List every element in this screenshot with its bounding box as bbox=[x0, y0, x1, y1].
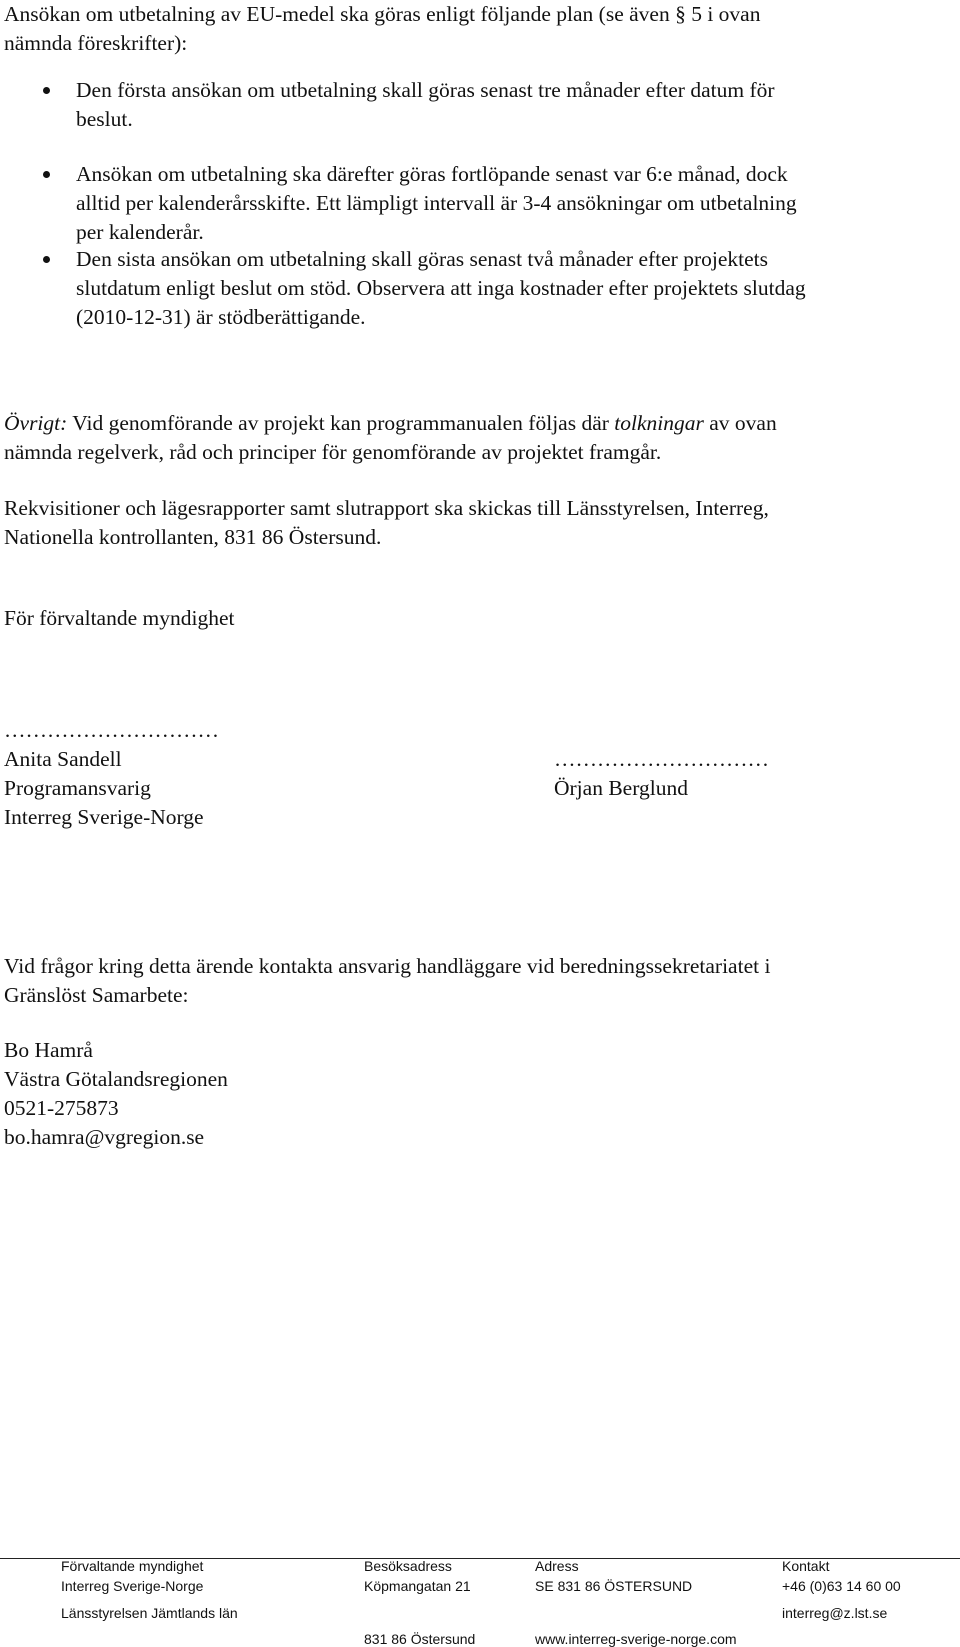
contact-email: bo.hamra@vgregion.se bbox=[4, 1125, 205, 1149]
list-item: Den första ansökan om utbetalning skall göras senast tre månader efter datum för beslut. bbox=[76, 78, 775, 131]
ovrigt-label: Övrigt: bbox=[4, 411, 68, 435]
intro-paragraph bbox=[4, 0, 956, 58]
signatory-org: Interreg Sverige-Norge bbox=[4, 805, 204, 829]
website-link[interactable]: www.interreg-sverige-norge.com bbox=[535, 1631, 737, 1647]
contact-name: Bo Hamrå bbox=[4, 1038, 93, 1062]
footer-email-link[interactable]: interreg@z.lst.se bbox=[782, 1605, 888, 1621]
contact-details bbox=[4, 1036, 228, 1152]
bullet-icon bbox=[43, 256, 50, 263]
ovrigt-paragraph bbox=[4, 409, 956, 467]
footer-col-visit-address: Besöksadress Köpmangatan 21 831 86 Östersund bbox=[364, 1558, 476, 1647]
intro-line-2: nämnda föreskrifter): bbox=[4, 31, 188, 55]
contact-phone: 0521-275873 bbox=[4, 1096, 119, 1120]
contact-intro-paragraph: Vid frågor kring detta ärende kontakta ansvarig handläggare vid beredningssekretariatet i Gränslöst Samarbete: bbox=[4, 954, 771, 1007]
footer-phone: +46 (0)63 14 60 00 bbox=[782, 1578, 901, 1594]
signature-block-left bbox=[4, 716, 219, 832]
authority-heading: För förvaltande myndighet bbox=[4, 606, 235, 630]
signatory-name: Örjan Berglund bbox=[554, 776, 688, 800]
footer-col-postal-address: Adress SE 831 86 ÖSTERSUND www.interreg-sverige-norge.com bbox=[535, 1558, 737, 1647]
signature-block-right bbox=[554, 745, 769, 803]
signatory-name: Anita Sandell bbox=[4, 747, 122, 771]
list-item: Den sista ansökan om utbetalning skall göras senast två månader efter projektets slutdatum enligt beslut om stöd. Observera att inga kostnader efter projektets slutdag (2010-12-31) är stödberättigande. bbox=[76, 247, 806, 329]
footer-col-authority: Förvaltande myndighet Interreg Sverige-Norge Länsstyrelsen Jämtlands län bbox=[61, 1558, 238, 1621]
bullet-icon bbox=[43, 171, 50, 178]
signatory-title: Programansvarig bbox=[4, 776, 151, 800]
list-item: Ansökan om utbetalning ska därefter göras fortlöpande senast var 6:e månad, dock alltid per kalenderårsskifte. Ett lämpligt intervall är 3-4 ansökningar om utbetalning per kalenderår. bbox=[76, 162, 797, 244]
signature-line: ………………………… bbox=[554, 747, 769, 771]
signature-line: ………………………… bbox=[4, 718, 219, 742]
ovrigt-line-2: nämnda regelverk, råd och principer för genomförande av projektet framgår. bbox=[4, 440, 662, 464]
ovrigt-line-1: Övrigt: Vid genomförande av projekt kan programmanualen följas där tolkningar av ovan bbox=[4, 411, 777, 435]
rekvisition-paragraph: Rekvisitioner och lägesrapporter samt slutrapport ska skickas till Länsstyrelsen, Interreg, Nationella kontrollanten, 831 86 Östersund. bbox=[4, 496, 769, 549]
contact-org: Västra Götalandsregionen bbox=[4, 1067, 228, 1091]
intro-line-1: Ansökan om utbetalning av EU-medel ska göras enligt följande plan (se även § 5 i ovan bbox=[4, 2, 761, 26]
bullet-icon bbox=[43, 87, 50, 94]
footer-col-contact: Kontakt +46 (0)63 14 60 00 interreg@z.lst.se bbox=[782, 1558, 901, 1621]
